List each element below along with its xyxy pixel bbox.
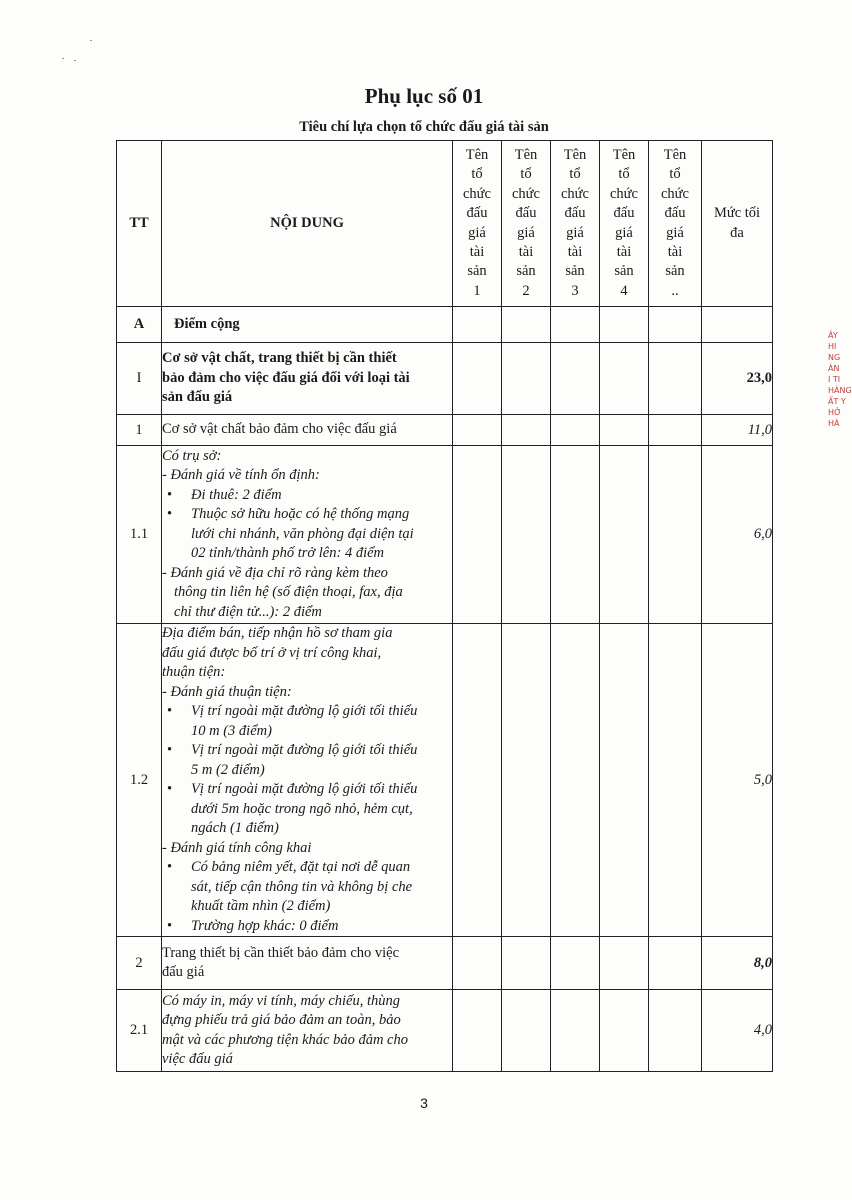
row-2-1-max: 4,0 [702, 990, 773, 1072]
row-2-content: Trang thiết bị cần thiết bảo đảm cho việc đấu giá [162, 937, 453, 990]
row-a [117, 307, 773, 343]
row-1-content: Cơ sở vật chất bảo đảm cho việc đấu giá [162, 415, 453, 446]
row-2-tt: 2 [117, 937, 162, 990]
header-tt: TT [117, 141, 162, 307]
header-content: NỘI DUNG [162, 141, 453, 307]
row-i-tt: I [117, 343, 162, 415]
row-1-1 [117, 446, 773, 624]
page-number: 3 [420, 1095, 428, 1111]
header-org-4: Tên tổ chức đấu giá tài sản 4 [600, 141, 649, 307]
row-1-max: 11,0 [702, 415, 773, 446]
header-org-2: Tên tổ chức đấu giá tài sản 2 [502, 141, 551, 307]
scan-speck [90, 40, 92, 41]
row-i-content: Cơ sở vật chất, trang thiết bị cần thiết bảo đảm cho việc đấu giá đối với loại tài sản đấu giá [162, 343, 453, 415]
header-org-1: Tên tổ chức đấu giá tài sản 1 [453, 141, 502, 307]
criteria-table [116, 140, 773, 1072]
row-1-2-content: Địa điểm bán, tiếp nhận hồ sơ tham gia đấu giá được bố trí ở vị trí công khai, thuận tiện: - Đánh giá thuận tiện: • Vị trí ngoài mặt đường lộ giới tối thiểu 10 m (3 điểm) • Vị trí ngoài mặt đường lộ giới tối thiểu 5 m (2 điểm) • Vị trí ngoài mặt đường lộ giới tối thiểu dưới 5m hoặc trong ngõ nhỏ, hẻm cụt, ngách (1 điểm) - Đánh giá tính công khai • Có bảng niêm yết, đặt tại nơi dễ quan sát, tiếp cận thông tin và không bị che khuất tầm nhìn (2 điểm) • Trường hợp khác: 0 điểm [162, 624, 453, 937]
scan-speck [62, 58, 64, 59]
row-1-1-tt: 1.1 [117, 446, 162, 624]
row-2-1-content: Có máy in, máy vi tính, máy chiếu, thùng đựng phiếu trả giá bảo đảm an toàn, bảo mật và các phương tiện khác bảo đảm cho việc đấu giá [162, 990, 453, 1072]
row-i-max: 23,0 [702, 343, 773, 415]
row-2-max: 8,0 [702, 937, 773, 990]
scan-speck [74, 60, 76, 61]
row-1-tt: 1 [117, 415, 162, 446]
list-item: • Có bảng niêm yết, đặt tại nơi dễ quan sát, tiếp cận thông tin và không bị che khuất tầm nhìn (2 điểm) [162, 858, 452, 917]
page-title: Phụ lục số 01 [364, 84, 484, 108]
list-item: • Đi thuê: 2 điểm [162, 486, 452, 506]
list-item: • Vị trí ngoài mặt đường lộ giới tối thiểu 10 m (3 điểm) [162, 702, 452, 741]
row-a-content: Điểm cộng [162, 307, 453, 343]
header-max-score: Mức tối đa [702, 141, 773, 307]
row-i [117, 343, 773, 415]
row-1-1-content: Có trụ sở: - Đánh giá về tính ổn định: • Đi thuê: 2 điểm • Thuộc sở hữu hoặc có hệ thống mạng lưới chi nhánh, văn phòng đại diện tại 02 tỉnh/thành phố trở lên: 4 điểm - Đánh giá về địa chỉ rõ ràng kèm theo thông tin liên hệ (số điện thoại, fax, địa chỉ thư điện tử...): 2 điểm [162, 446, 453, 624]
list-item: • Trường hợp khác: 0 điểm [162, 917, 452, 937]
row-1-2-tt: 1.2 [117, 624, 162, 937]
row-2 [117, 937, 773, 990]
header-org-3: Tên tổ chức đấu giá tài sản 3 [551, 141, 600, 307]
row-1-2-max: 5,0 [702, 624, 773, 937]
row-1-1-max: 6,0 [702, 446, 773, 624]
red-seal-fragment: ÂY HI NG ÁN I TI HÀNG ẤT Y HỞ HÀ [828, 331, 852, 428]
row-1-2 [117, 624, 773, 937]
page-subtitle: Tiêu chí lựa chọn tổ chức đấu giá tài sản [299, 119, 549, 135]
row-1 [117, 415, 773, 446]
row-2-1-tt: 2.1 [117, 990, 162, 1072]
header-org-5: Tên tổ chức đấu giá tài sản .. [649, 141, 702, 307]
list-item: • Vị trí ngoài mặt đường lộ giới tối thiểu dưới 5m hoặc trong ngõ nhỏ, hẻm cụt, ngách (1 điểm) [162, 780, 452, 839]
header-row [117, 141, 773, 307]
row-2-1 [117, 990, 773, 1072]
list-item: • Vị trí ngoài mặt đường lộ giới tối thiểu 5 m (2 điểm) [162, 741, 452, 780]
row-a-tt: A [117, 307, 162, 343]
list-item: • Thuộc sở hữu hoặc có hệ thống mạng lưới chi nhánh, văn phòng đại diện tại 02 tỉnh/thành phố trở lên: 4 điểm [162, 505, 452, 564]
